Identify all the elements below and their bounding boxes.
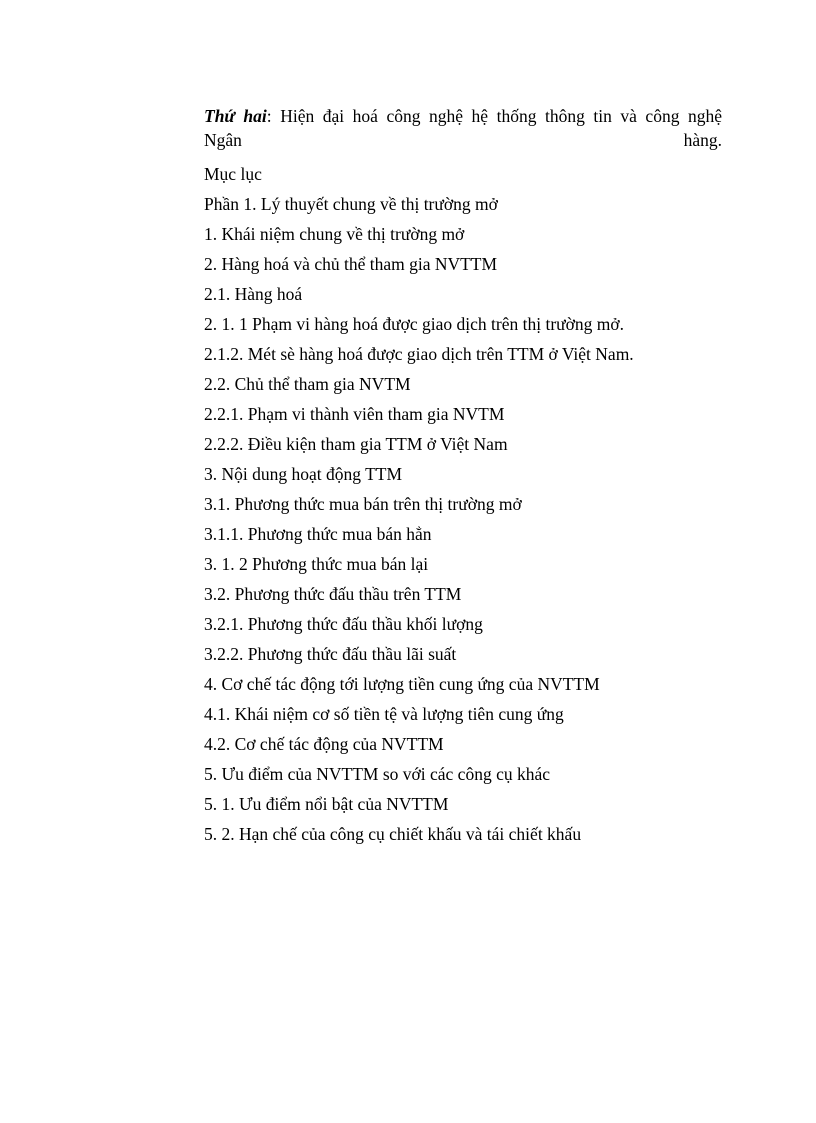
toc-item: Phần 1. Lý thuyết chung về thị trường mở [204,194,498,214]
toc-item: 4.2. Cơ chế tác động của NVTTM [204,734,444,754]
toc-item: 3. 1. 2 Phương thức mua bán lại [204,554,429,574]
toc-item: 2. 1. 1 Phạm vi hàng hoá được giao dịch trên thị trường mở. [204,314,624,334]
toc-item: 3.2.1. Phương thức đấu thầu khối lượng [204,614,483,634]
page-content [204,104,722,849]
toc-list [204,189,722,849]
intro-paragraph [204,104,722,152]
toc-item: 2.2.1. Phạm vi thành viên tham gia NVTM [204,404,505,424]
intro-line-2-right: hàng. [683,130,722,150]
toc-item: 5. 2. Hạn chế của công cụ chiết khấu và tái chiết khấu [204,824,582,844]
intro-line-1-text: : Hiện đại hoá công nghệ hệ thống thông tin và công nghệ [266,106,722,126]
toc-item: 3. Nội dung hoạt động TTM [204,464,403,484]
toc-item: 5. 1. Ưu điểm nổi bật của NVTTM [204,794,449,814]
toc-item: 3.2.2. Phương thức đấu thầu lãi suất [204,644,457,664]
toc-item: 2.1. Hàng hoá [204,284,303,304]
toc-item: 2. Hàng hoá và chủ thể tham gia NVTTM [204,254,498,274]
intro-line-2-left: Ngân [204,130,242,150]
intro-line-2 [204,128,722,152]
intro-line-1 [204,104,722,128]
toc-item: 3.2. Phương thức đấu thầu trên TTM [204,584,462,604]
toc-item: 4.1. Khái niệm cơ số tiền tệ và lượng tiên cung ứng [204,704,564,724]
toc-item: 5. Ưu điểm của NVTTM so với các công cụ khác [204,764,550,784]
toc-item: 3.1. Phương thức mua bán trên thị trường mở [204,494,522,514]
intro-lead: Thứ hai [204,106,267,126]
toc-item: 4. Cơ chế tác động tới lượng tiền cung ứng của NVTTM [204,674,600,694]
toc-heading: Mục lục [204,164,262,184]
toc-item: 2.2.2. Điều kiện tham gia TTM ở Việt Nam [204,434,508,454]
toc-item: 2.1.2. Mét sè hàng hoá được giao dịch trên TTM ở Việt Nam. [204,344,634,364]
toc-item: 1. Khái niệm chung về thị trường mở [204,224,465,244]
toc-item: 3.1.1. Phương thức mua bán hẳn [204,524,432,544]
toc-item: 2.2. Chủ thể tham gia NVTM [204,374,411,394]
